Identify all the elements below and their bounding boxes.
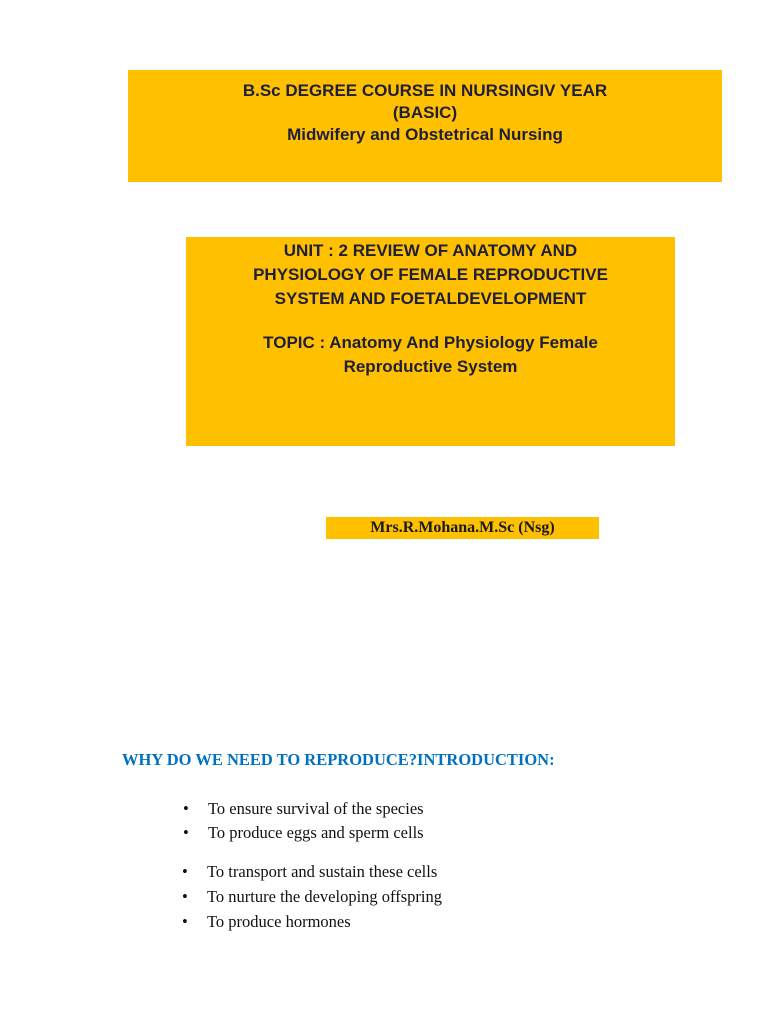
course-title-box (128, 70, 722, 182)
list-item: • To ensure survival of the species (183, 797, 424, 821)
list-item: • To nurture the developing offspring (182, 884, 442, 909)
author-label: Mrs.R.Mohana.M.Sc (Nsg) (326, 517, 599, 539)
list-item: • To produce hormones (182, 909, 442, 934)
topic-line1: TOPIC : Anatomy And Physiology Female (263, 333, 598, 352)
course-title-line1: B.Sc DEGREE COURSE IN NURSINGIV YEAR (242, 81, 608, 100)
course-title-line2: (BASIC) (392, 103, 458, 122)
unit-title-line1: UNIT : 2 REVIEW OF ANATOMY AND (283, 241, 578, 260)
unit-title-line3: SYSTEM AND FOETALDEVELOPMENT (274, 289, 587, 308)
bullet-list-2 (182, 859, 442, 934)
list-item: • To transport and sustain these cells (182, 859, 442, 884)
bullet-list-1 (183, 797, 424, 845)
course-subject: Midwifery and Obstetrical Nursing (287, 125, 563, 144)
list-item: • To produce eggs and sperm cells (183, 821, 424, 845)
topic-line2: Reproductive System (343, 357, 518, 376)
unit-topic-box (186, 237, 675, 446)
unit-title-line2: PHYSIOLOGY OF FEMALE REPRODUCTIVE (253, 265, 608, 284)
section-heading: WHY DO WE NEED TO REPRODUCE?INTRODUCTION: (122, 750, 555, 769)
topic-block (186, 331, 675, 379)
